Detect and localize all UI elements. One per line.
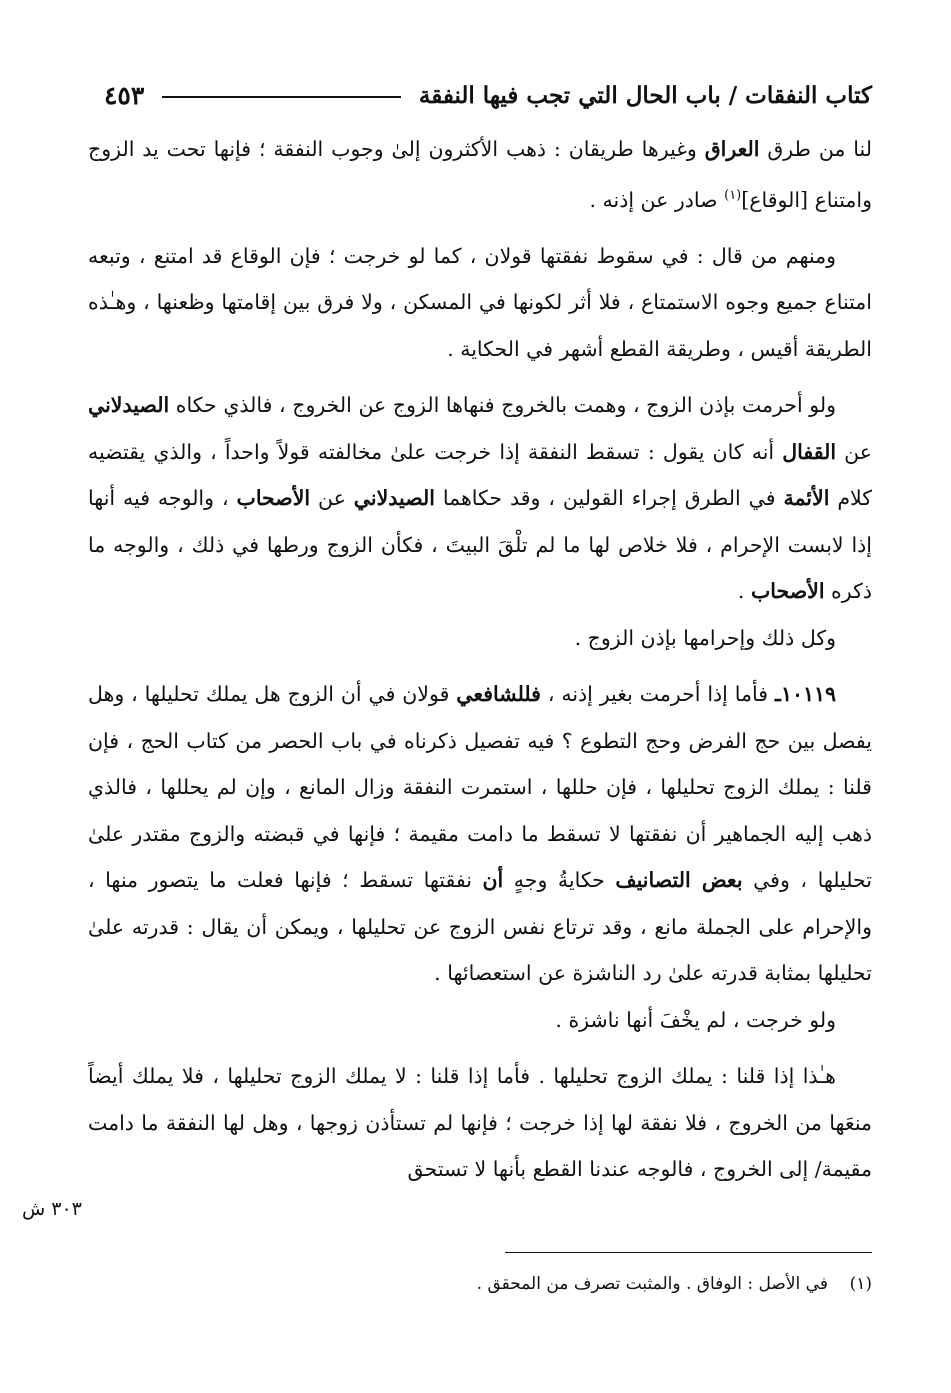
footnote-number: (١) — [849, 1274, 872, 1294]
main-text — [88, 126, 872, 1193]
running-header — [104, 72, 872, 118]
bold-term: فللشافعي — [456, 682, 541, 707]
bold-term: القفال — [782, 439, 837, 464]
paragraph-2: ومنهم من قال : في سقوط نفقتها قولان ، كما لو خرجت ؛ فإن الوقاع قد امتنع ، وتبعه امتناع جميع وجوه الاستمتاع ، فلا أثر لكونها في المسكن ، ولا فرق بين إقامتها وظعنها ، وهـٰذه الطريقة أقيس ، وطريقة القطع أشهر في الحكاية . — [88, 243, 872, 361]
bold-term: الصيدلاني — [353, 486, 435, 511]
bold-term: الصيدلاني — [88, 393, 170, 418]
paragraph-3: ولو أحرمت بإذن الزوج ، وهمت بالخروج فنهاها الزوج عن الخروج ، فالذي حكاه الصيدلاني عن القفال أنه كان يقول : تسقط النفقة إذا خرجت علىٰ مخالفته قولاً واحداً ، والذي يقتضيه كلام الأئمة في الطرق إجراء القولين ، وقد حكاهما الصيدلاني عن الأصحاب ، والوجه فيه أنها إذا لابست الإحرام ، فلا خلاص لها ما لم تلْقَ البيتَ ، فكأن الزوج ورطها في ذلك ، والوجه ما ذكره الأصحاب . — [88, 393, 873, 604]
header-rule — [162, 96, 401, 98]
page-number: ٤٥٣ — [104, 80, 145, 110]
bold-term: أن — [482, 868, 504, 893]
bold-term: الأئمة — [783, 486, 830, 511]
section-number: ١٠١١٩ـ — [774, 682, 836, 707]
manuscript-folio-note: ٣٠٣ ش — [22, 1198, 82, 1220]
footnote — [380, 1274, 872, 1294]
paragraph-4: وكل ذلك وإحرامها بإذن الزوج . — [574, 625, 836, 650]
footnote-rule — [505, 1252, 872, 1253]
bold-term: الأصحاب — [236, 486, 311, 511]
paragraph-5: ١٠١١٩ـ فأما إذا أحرمت بغير إذنه ، فللشافعي قولان في أن الزوج هل يملك تحليلها ، وهل يفصل بين حج الفرض وحج التطوع ؟ فيه تفصيل ذكرناه في باب الحصر من كتاب الحج ، فإن قلنا : يملك الزوج تحليلها ، فإن حللها ، استمرت النفقة وزال المانع ، وإن لم يحللها ، فالذي ذهب إليه الجماهير أن نفقتها لا تسقط ما دامت مقيمة ؛ فإنها في قبضته والزوج مقتدر علىٰ تحليلها ، وفي بعض التصانيف حكايةُ وجهٍ أن نفقتها تسقط ؛ فإنها فعلت ما يتصور منها ، والإحرام على الجملة مانع ، وقد ترتاع نفس الزوج عن تحليلها ، ويمكن أن يقال : قدرته علىٰ تحليلها بمثابة قدرته علىٰ رد الناشزة عن استعصائها . — [88, 682, 872, 986]
bold-term: الأصحاب — [750, 579, 825, 604]
bold-term: بعض التصانيف — [615, 868, 743, 893]
paragraph-1: لنا من طرق العراق وغيرها طريقان : ذهب الأكثرون إلىٰ وجوب النفقة ؛ فإنها تحت يد الزوج وامتناع [الوقاع]$^{(١)}$ صادر عن إذنه . — [88, 137, 872, 212]
footnote-ref: (١) — [724, 187, 742, 203]
footnote-text: في الأصل : الوفاق . والمثبت تصرف من المحقق . — [476, 1274, 828, 1294]
chapter-title: كتاب النفقات / باب الحال التي تجب فيها النفقة — [418, 81, 872, 109]
bold-term: العراق — [704, 137, 760, 161]
paragraph-7: هـٰذا إذا قلنا : يملك الزوج تحليلها . فأما إذا قلنا : لا يملك الزوج تحليلها ، فلا يملك أيضاً منعَها من الخروج ، فلا نفقة لها إذا خرجت ؛ فإنها لم تستأذن زوجها ، وهل لها النفقة ما دامت مقيمة/ إلى الخروج ، فالوجه عندنا القطع بأنها لا تستحق — [88, 1064, 872, 1182]
paragraph-6: ولو خرجت ، لم يخْفَ أنها ناشزة . — [555, 1007, 836, 1032]
